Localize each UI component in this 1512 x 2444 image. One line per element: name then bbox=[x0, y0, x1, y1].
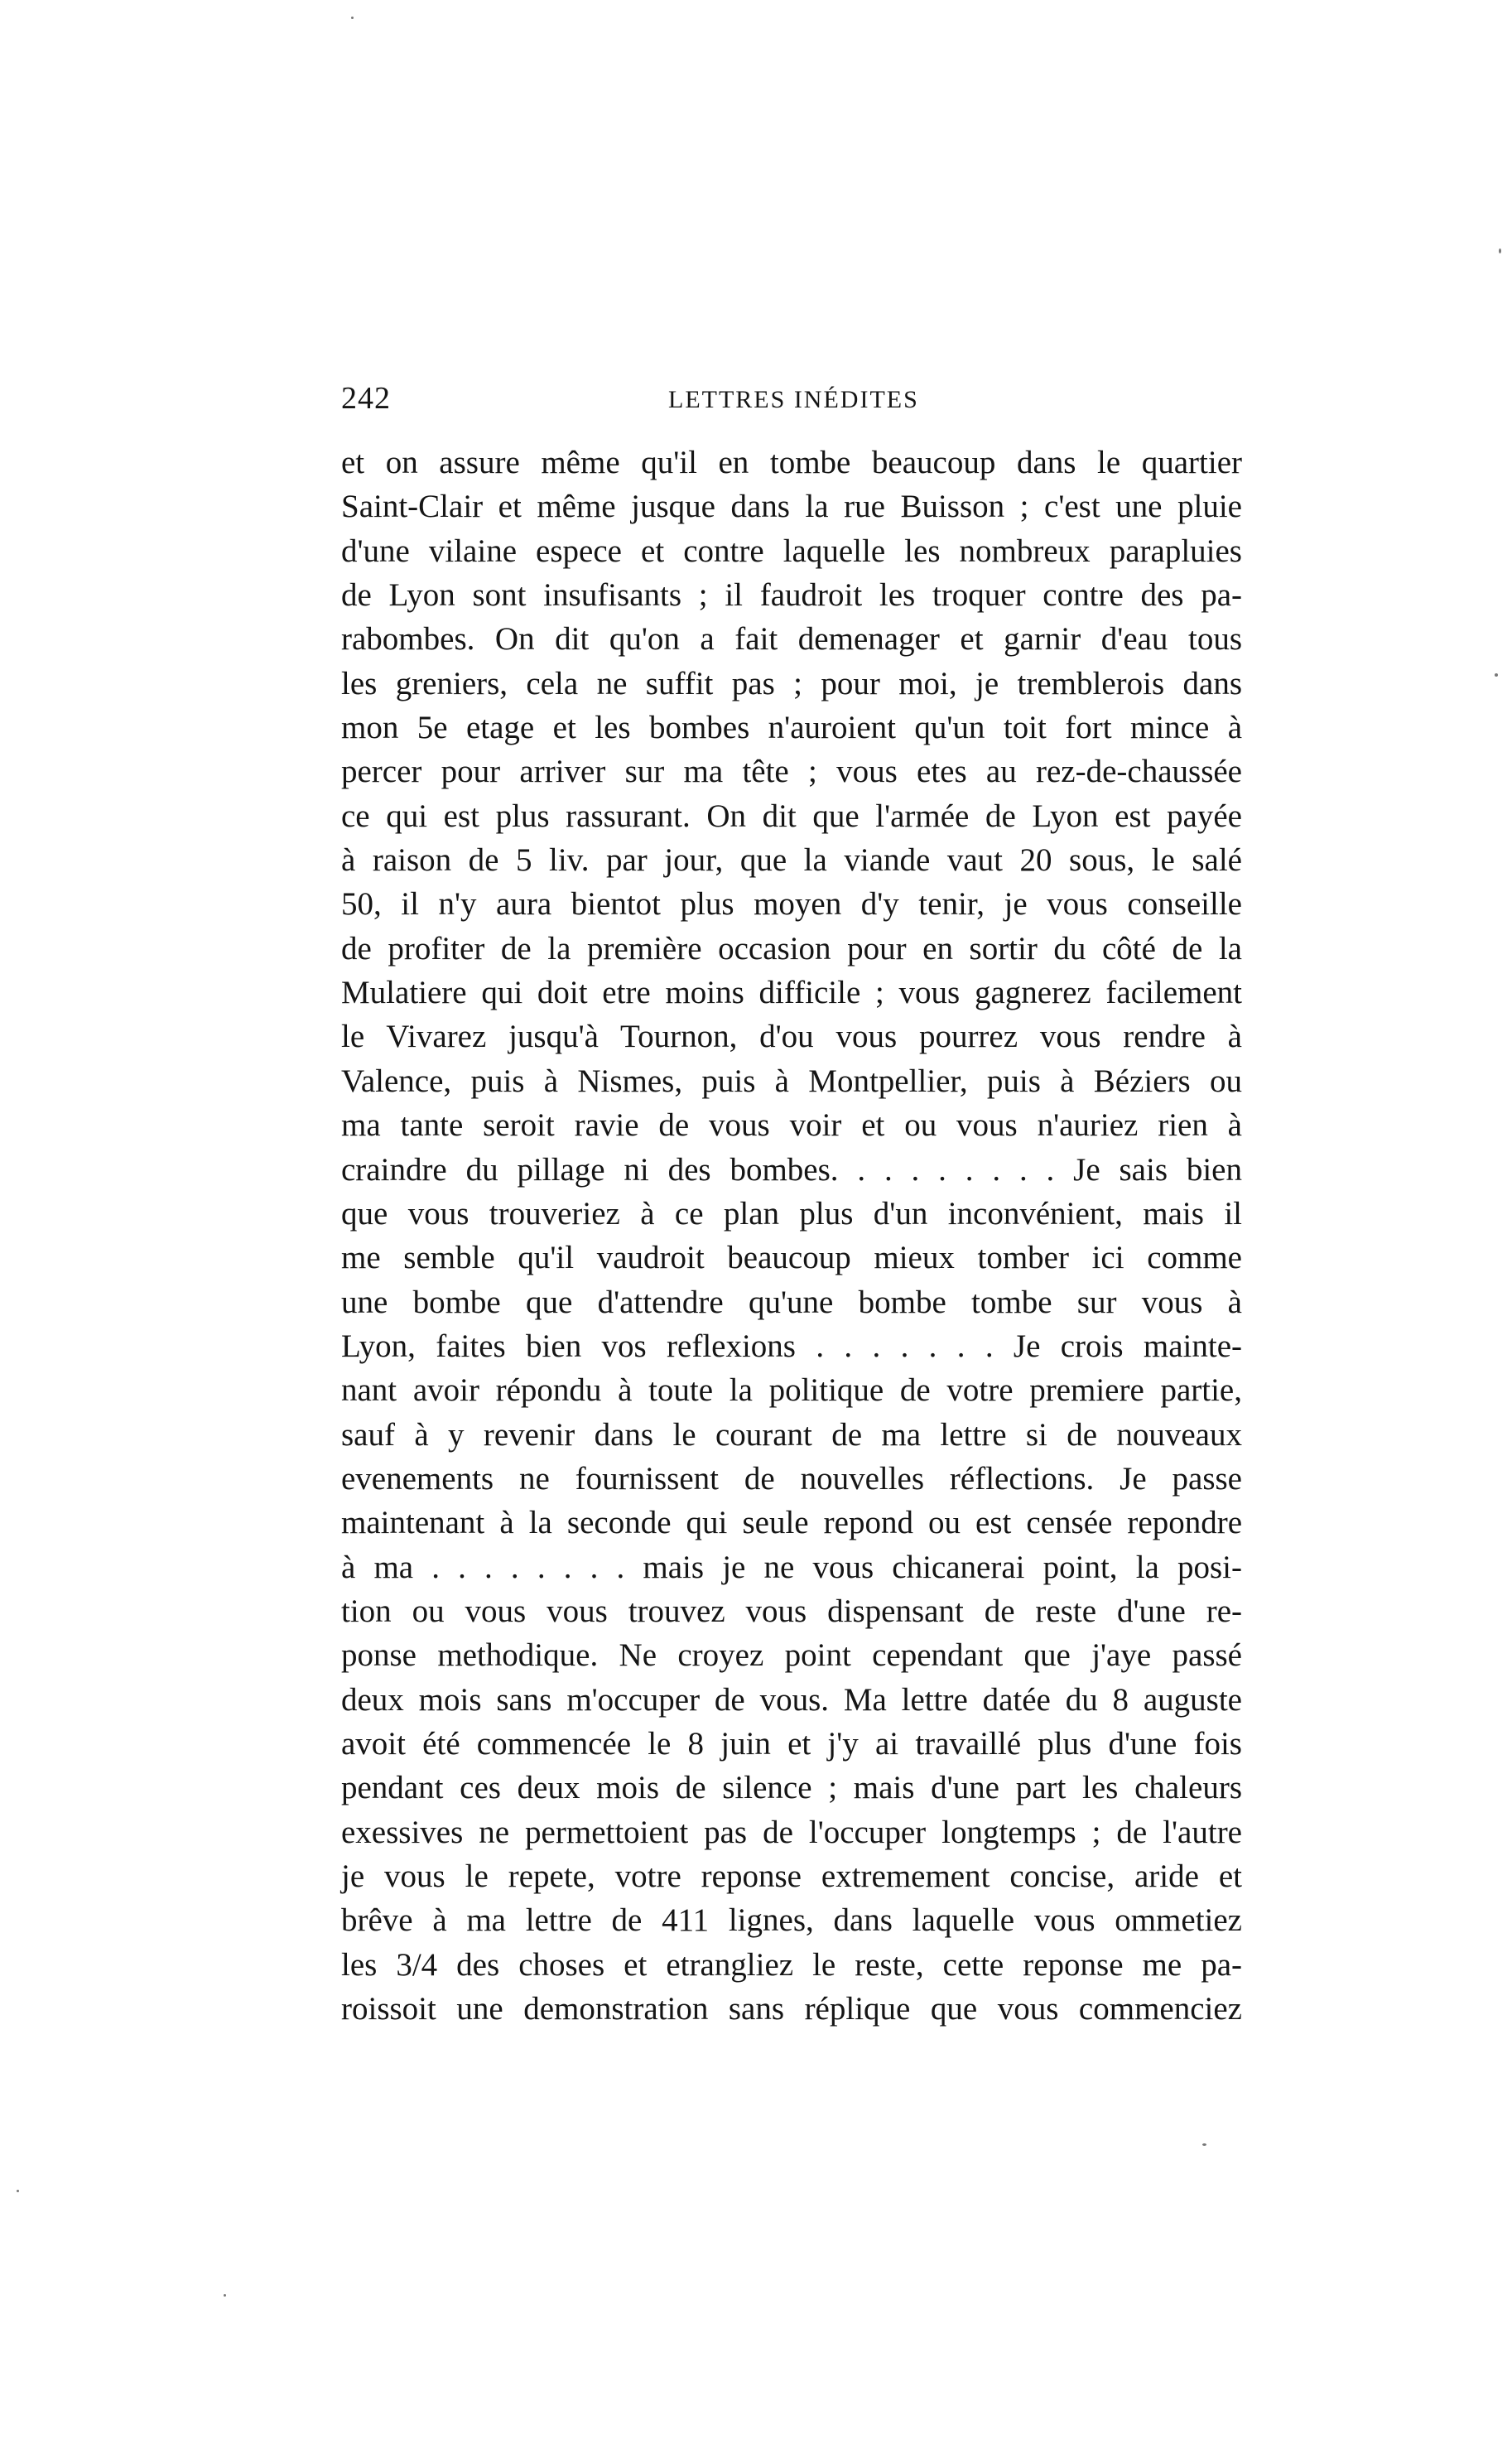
text-line: à raison de 5 liv. par jour, que la viande vaut 20 sous, le salé bbox=[341, 842, 1242, 879]
text-line: mon 5e etage et les bombes n'auroient qu'un toit fort mince à bbox=[341, 710, 1242, 746]
text-line: deux mois sans m'occuper de vous. Ma lettre datée du 8 auguste bbox=[341, 1681, 1242, 1718]
text-line: de Lyon sont insufisants ; il faudroit les troquer contre des pa- bbox=[341, 577, 1242, 614]
text-line: le Vivarez jusqu'à Tournon, d'ou vous pourrez vous rendre à bbox=[341, 1019, 1242, 1055]
scan-speck bbox=[224, 2294, 226, 2297]
text-line: roissoit une demonstration sans réplique que vous commenciez bbox=[341, 1991, 1242, 2027]
scan-speck bbox=[1202, 2143, 1206, 2146]
page-number: 242 bbox=[341, 381, 391, 416]
text-line: ma tante seroit ravie de vous voir et ou vous n'auriez rien à bbox=[341, 1107, 1242, 1144]
letter-text bbox=[341, 441, 1242, 2031]
text-line: 50, il n'y aura bientot plus moyen d'y tenir, je vous conseille bbox=[341, 886, 1242, 923]
text-line: d'une vilaine espece et contre laquelle les nombreux parapluies bbox=[341, 533, 1242, 569]
text-line: craindre du pillage ni des bombes. . . . . . . . . Je sais bien bbox=[341, 1151, 1242, 1188]
running-title: LETTRES INÉDITES bbox=[668, 386, 919, 413]
text-line: tion ou vous vous trouvez vous dispensant de reste d'une re- bbox=[341, 1593, 1242, 1629]
running-head bbox=[341, 378, 1242, 419]
text-line: Valence, puis à Nismes, puis à Montpellier, puis à Béziers ou bbox=[341, 1063, 1242, 1099]
text-line: sauf à y revenir dans le courant de ma lettre si de nouveaux bbox=[341, 1416, 1242, 1453]
text-line: ce qui est plus rassurant. On dit que l'armée de Lyon est payée bbox=[341, 798, 1242, 834]
text-line: maintenant à la seconde qui seule repond ou est censée repondre bbox=[341, 1505, 1242, 1541]
text-line: pendant ces deux mois de silence ; mais d'une part les chaleurs bbox=[341, 1770, 1242, 1806]
text-line: me semble qu'il vaudroit beaucoup mieux tomber ici comme bbox=[341, 1240, 1242, 1276]
text-line: Mulatiere qui doit etre moins difficile ; vous gagnerez facilement bbox=[341, 975, 1242, 1011]
text-line: ponse methodique. Ne croyez point cependant que j'aye passé bbox=[341, 1637, 1242, 1674]
text-line: je vous le repete, votre reponse extremement concise, aride et bbox=[341, 1858, 1242, 1894]
text-line: les greniers, cela ne suffit pas ; pour moi, je tremblerois dans bbox=[341, 665, 1242, 701]
scan-speck bbox=[17, 2190, 19, 2192]
text-line: que vous trouveriez à ce plan plus d'un inconvénient, mais il bbox=[341, 1195, 1242, 1232]
text-line: une bombe que d'attendre qu'une bombe tombe sur vous à bbox=[341, 1284, 1242, 1320]
text-line: et on assure même qu'il en tombe beaucoup dans le quartier bbox=[341, 445, 1242, 480]
scan-speck bbox=[351, 17, 354, 19]
text-line: à ma . . . . . . . . mais je ne vous chicanerai point, la posi- bbox=[341, 1549, 1242, 1585]
text-line: avoit été commencée le 8 juin et j'y ai travaillé plus d'une fois bbox=[341, 1725, 1242, 1762]
text-line: percer pour arriver sur ma tête ; vous etes au rez-de-chaussée bbox=[341, 754, 1242, 790]
scan-speck bbox=[1499, 248, 1501, 253]
text-line: Lyon, faites bien vos reflexions . . . . . . . Je crois mainte- bbox=[341, 1328, 1242, 1364]
text-line: nant avoir répondu à toute la politique de votre premiere partie, bbox=[341, 1372, 1242, 1409]
text-line: evenements ne fournissent de nouvelles réflections. Je passe bbox=[341, 1460, 1242, 1497]
text-line: brêve à ma lettre de 411 lignes, dans laquelle vous ommetiez bbox=[341, 1902, 1242, 1939]
text-line: rabombes. On dit qu'on a fait demenager et garnir d'eau tous bbox=[341, 621, 1242, 658]
text-line: de profiter de la première occasion pour en sortir du côté de la bbox=[341, 930, 1242, 967]
text-line: les 3/4 des choses et etrangliez le reste, cette reponse me pa- bbox=[341, 1946, 1242, 1983]
scan-speck bbox=[1495, 673, 1498, 677]
text-line: exessives ne permettoient pas de l'occuper longtemps ; de l'autre bbox=[341, 1814, 1242, 1850]
text-line: Saint-Clair et même jusque dans la rue Buisson ; c'est une pluie bbox=[341, 489, 1242, 525]
